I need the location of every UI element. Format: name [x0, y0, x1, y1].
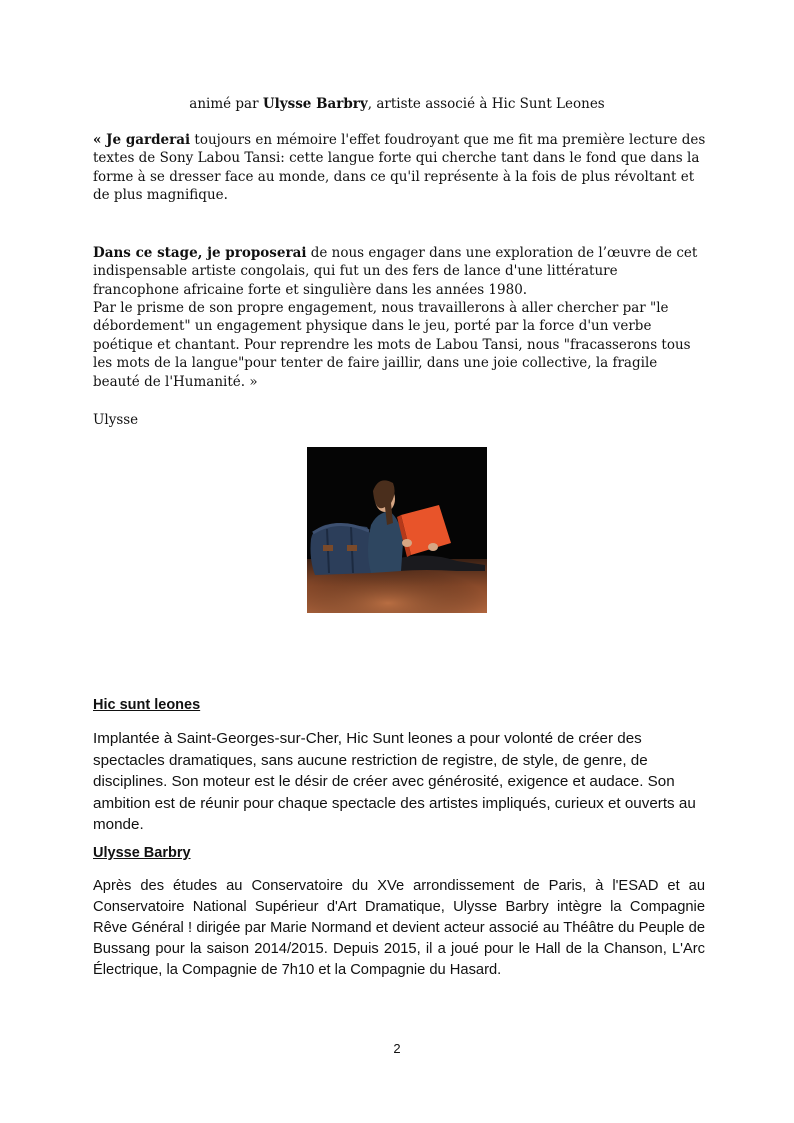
- stage-bold-lead: Dans ce stage, je proposerai: [93, 245, 307, 261]
- quote-bold-lead: « Je garderai: [93, 132, 191, 148]
- intro-line: [0, 95, 794, 113]
- ulysse-barbry-heading: Ulysse Barbry: [93, 845, 191, 861]
- signature: Ulysse: [93, 412, 139, 428]
- hic-sunt-leones-heading: Hic sunt leones: [93, 697, 201, 713]
- stage-text-1: de nous engager dans une exploration de l’œuvre de cet indispensable artiste congolais, qui fut un des fers de lance d'une littérature francophone africaine forte et singulière dans les années 1980.: [93, 245, 698, 298]
- ulysse-barbry-paragraph: Après des études au Conservatoire du XVe arrondissement de Paris, à l'ESAD et au Conservatoire National Supérieur d'Art Dramatique, Ulysse Barbry intègre la Compagnie Rêve Général ! dirigée par Marie Normand et devient acteur associé au Théâtre du Peuple de Bussang pour la saison 2014/2015. Depuis 2015, il a joué pour le Hall de la Chanson, L'Arc Électrique, la Compagnie de 7h10 et la Compagnie du Hasard.: [93, 878, 705, 979]
- quote-paragraph: [93, 131, 707, 204]
- photo-man-reading-icon: [307, 447, 487, 613]
- quote-text: toujours en mémoire l'effet foudroyant que me fit ma première lecture des textes de Sony Labou Tansi: cette langue forte qui cherche tant dans le fond que dans la forme à se dresser face au monde, dans ce qu'il représente à la fois de plus révoltant et de plus magnifique.: [93, 132, 706, 204]
- page-number: 2: [393, 1041, 401, 1056]
- intro-name: Ulysse Barbry: [262, 96, 368, 112]
- stage-text-2: Par le prisme de son propre engagement, nous travaillerons à aller chercher par "le débordement" un engagement physique dans le jeu, porté par la force d'un verbe poétique et chantant. Pour reprendre les mots de Labou Tansi, nous "fracasserons tous les mots de la langue"pour tenter de faire jaillir, dans une joie collective, la fragile beauté de l'Humanité. »: [93, 300, 691, 390]
- intro-suffix: , artiste associé à Hic Sunt Leones: [367, 96, 605, 112]
- intro-prefix: animé par: [189, 96, 263, 112]
- stage-line-1: [93, 244, 707, 299]
- hic-sunt-leones-paragraph: Implantée à Saint-Georges-sur-Cher, Hic Sunt leones a pour volonté de créer des spectacles dramatiques, sans aucune restriction de registre, de style, de genre, de disciplines. Son moteur est le désir de créer avec générosité, exigence et audace. Son ambition est de réunir pour chaque spectacle des artistes impliqués, curieux et ouverts au monde.: [93, 730, 696, 834]
- stage-paragraph: [93, 244, 707, 391]
